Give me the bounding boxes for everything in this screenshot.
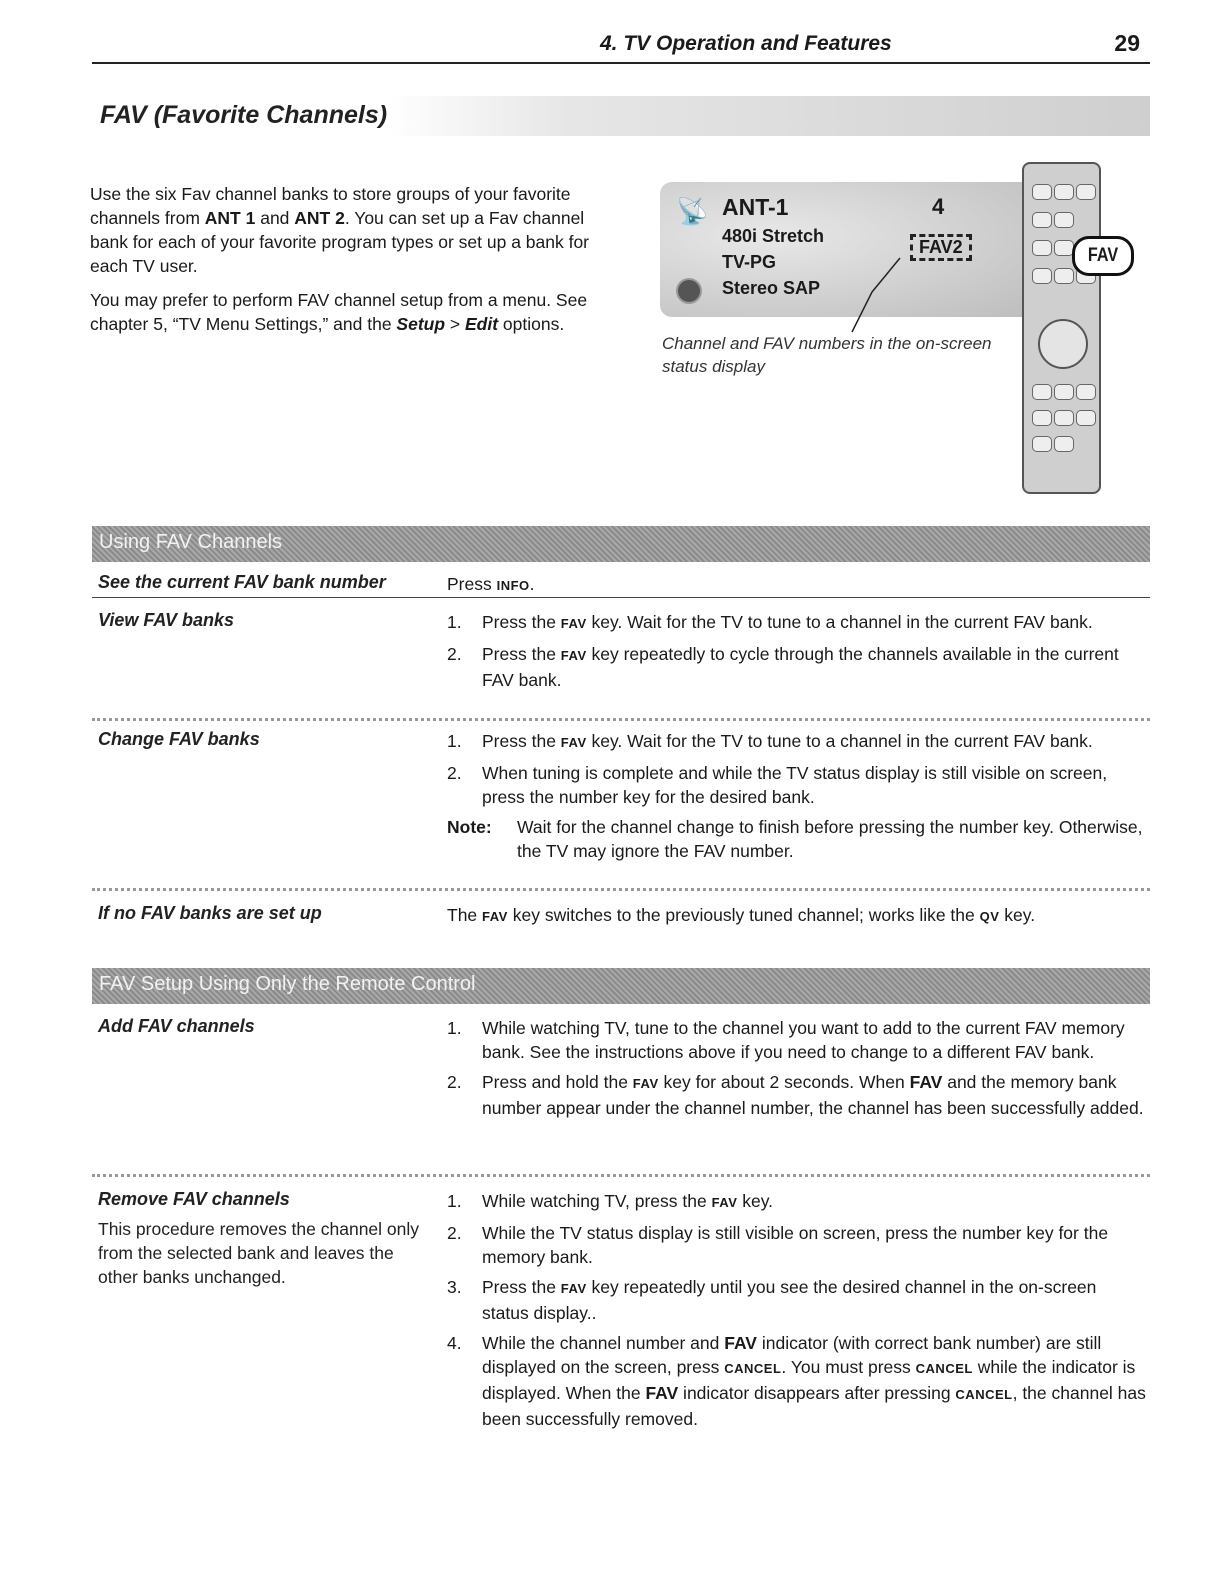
remote-button — [1054, 212, 1074, 228]
status-resolution: 480i Stretch — [722, 226, 825, 246]
status-audio: Stereo SAP — [722, 278, 821, 298]
row-content — [447, 903, 1147, 929]
text-part: When tuning is complete and while the TV status display is still visible on screen, press the number key for the desired bank. — [482, 763, 1108, 807]
remote-button — [1076, 384, 1096, 400]
text-part: key for about 2 seconds. When — [658, 1072, 910, 1092]
text-part: While the channel number and — [482, 1333, 725, 1353]
step-number: 1. — [447, 1018, 462, 1038]
ant2-label: ANT 2 — [294, 208, 345, 228]
text-part: While watching TV, press the — [482, 1191, 712, 1211]
fav-word: FAV — [724, 1333, 757, 1353]
text-part: and the memory bank number appear under the channel number, the channel has been successfully added. — [482, 1072, 1144, 1118]
fav-key: FAV — [560, 735, 587, 750]
fav-word: FAV — [909, 1072, 943, 1092]
step — [447, 610, 1147, 636]
text-part: Press and hold the — [482, 1072, 633, 1092]
step — [447, 1221, 1147, 1269]
status-rating: TV-PG — [722, 252, 777, 272]
step-number: 1. — [447, 612, 462, 632]
edit-menu-ref: Edit — [465, 314, 499, 334]
step — [447, 729, 1147, 755]
step — [447, 1070, 1147, 1120]
text-part: The — [447, 905, 483, 925]
step-number: 1. — [447, 1191, 462, 1211]
qv-key: QV — [979, 909, 1000, 924]
step-number: 2. — [447, 644, 462, 664]
text-part: key. Wait for the TV to tune to a channel in the current FAV bank. — [586, 731, 1093, 751]
text-part: Press the — [482, 644, 561, 664]
fav-key: FAV — [560, 616, 587, 631]
remote-control-image — [1022, 162, 1101, 494]
fav-key-callout — [1072, 236, 1134, 276]
row-change-banks — [92, 718, 1150, 885]
remote-button — [1032, 184, 1052, 200]
using-fav-band — [92, 526, 1150, 562]
row-content — [447, 729, 1147, 863]
row-label: Add FAV channels — [98, 1016, 255, 1036]
status-fav-indicator: FAV2 — [910, 234, 972, 261]
status-antenna: ANT-1 — [722, 194, 789, 220]
divider — [92, 597, 1150, 598]
row-no-banks — [92, 888, 1150, 931]
text-part: Press the — [482, 1277, 561, 1297]
row-label: See the current FAV bank number — [98, 572, 386, 592]
fav-key: FAV — [560, 1281, 587, 1296]
step-number: 2. — [447, 1072, 462, 1092]
step — [447, 1275, 1147, 1325]
fav-setup-band — [92, 968, 1150, 1004]
text-part: , the channel has been successfully removed. — [482, 1383, 1146, 1429]
callout-line — [872, 258, 900, 292]
fav-setup-heading: FAV Setup Using Only the Remote Control — [99, 973, 476, 995]
text-part: key. — [737, 1191, 774, 1211]
row-content — [447, 1189, 1147, 1437]
row-content — [447, 610, 1147, 698]
remote-button — [1032, 212, 1052, 228]
row-label: Change FAV banks — [98, 729, 260, 749]
remote-button — [1054, 268, 1074, 284]
remote-dpad — [1038, 319, 1088, 369]
intro-text-part: and — [255, 208, 295, 228]
row-label: Remove FAV channels — [98, 1189, 290, 1209]
remote-button — [1076, 184, 1096, 200]
section-title: FAV (Favorite Channels) — [100, 101, 388, 129]
step-number: 1. — [447, 731, 462, 751]
step-number: 2. — [447, 1223, 462, 1243]
using-fav-heading: Using FAV Channels — [99, 531, 283, 553]
text-part: while the indicator is displayed. When the — [482, 1357, 1136, 1403]
intro-text-part: options. — [498, 314, 565, 334]
remote-button — [1054, 436, 1074, 452]
text-part: key repeatedly until you see the desired channel in the on-screen status display.. — [482, 1277, 1097, 1323]
remote-button — [1032, 240, 1052, 256]
row-remove-channels — [92, 1174, 1150, 1437]
remote-button — [1032, 410, 1052, 426]
text-part: Press the — [482, 612, 561, 632]
text-part: key. — [999, 905, 1036, 925]
fav-key-label: FAV — [1087, 245, 1119, 266]
text-part: indicator disappears after pressing — [678, 1383, 956, 1403]
info-key: INFO — [496, 578, 530, 593]
text-part: . — [529, 574, 535, 594]
remote-button — [1032, 268, 1052, 284]
setup-menu-ref: Setup — [396, 314, 446, 334]
callout-line — [852, 292, 872, 332]
row-sublabel: This procedure removes the channel only from the selected bank and leaves the other banks unchanged. — [98, 1219, 420, 1287]
text-part: key switches to the previously tuned channel; works like the — [507, 905, 980, 925]
note — [447, 815, 1147, 863]
step — [447, 1189, 1147, 1215]
note-text: Wait for the channel change to finish before pressing the number key. Otherwise, the TV may ignore the FAV number. — [517, 817, 1143, 861]
text-part: While the TV status display is still visible on screen, press the number key for the memory bank. — [482, 1223, 1109, 1267]
intro-text-part: > — [445, 314, 465, 334]
row-add-channels — [92, 1016, 1150, 1166]
remote-button — [1032, 384, 1052, 400]
fav-key: FAV — [560, 648, 587, 663]
text-part: indicator (with correct bank number) are still displayed on the screen, press — [482, 1333, 1102, 1377]
remote-button — [1054, 410, 1074, 426]
intro-text-part: You may prefer to perform FAV channel setup from a menu. See chapter 5, “TV Menu Settings,” and the — [90, 290, 588, 334]
step — [447, 1331, 1147, 1431]
row-label: If no FAV banks are set up — [98, 903, 322, 923]
text-part: Press — [447, 574, 497, 594]
fav-key: FAV — [711, 1195, 738, 1210]
remote-button — [1054, 384, 1074, 400]
text-part: While watching TV, tune to the channel you want to add to the current FAV memory bank. See the instructions above if you need to change to a different FAV bank. — [482, 1018, 1125, 1062]
step-number: 4. — [447, 1333, 462, 1353]
row-content — [447, 572, 1147, 598]
remote-button — [1054, 184, 1074, 200]
image-caption: Channel and FAV numbers in the on-screen status display — [662, 334, 992, 376]
intro-text-part: . You can set up a Fav channel bank for each of your favorite program types or set up a bank for each TV user. — [90, 208, 590, 276]
remote-button — [1076, 410, 1096, 426]
step-number: 2. — [447, 763, 462, 783]
step — [447, 761, 1147, 809]
cancel-key: CANCEL — [724, 1361, 782, 1376]
fav-key: FAV — [632, 1076, 659, 1091]
row-content — [447, 1016, 1147, 1126]
fav-key: FAV — [482, 909, 508, 924]
text-part: Press the — [482, 731, 561, 751]
step — [447, 1016, 1147, 1064]
note-label: Note: — [447, 817, 492, 837]
page-number: 29 — [1114, 30, 1140, 56]
row-label: View FAV banks — [98, 610, 235, 630]
remote-button — [1032, 436, 1052, 452]
text-part: key. Wait for the TV to tune to a channel in the current FAV bank. — [586, 612, 1093, 632]
text-part: . You must press — [781, 1357, 916, 1377]
ant1-label: ANT 1 — [204, 208, 256, 228]
row-view-banks — [92, 610, 1150, 690]
step-number: 3. — [447, 1277, 462, 1297]
cancel-key: CANCEL — [915, 1361, 973, 1376]
fav-word: FAV — [645, 1383, 679, 1403]
step — [447, 642, 1147, 692]
text-part: key repeatedly to cycle through the channels available in the current FAV bank. — [482, 644, 1119, 690]
cancel-key: CANCEL — [955, 1387, 1013, 1402]
intro-text-part: Use the six Fav channel banks to store groups of your favorite channels from — [90, 184, 571, 228]
antenna-icon: 📡 — [676, 196, 709, 226]
remote-button — [1054, 240, 1074, 256]
chapter-title: 4. TV Operation and Features — [600, 32, 892, 55]
status-channel-number: 4 — [932, 194, 945, 219]
